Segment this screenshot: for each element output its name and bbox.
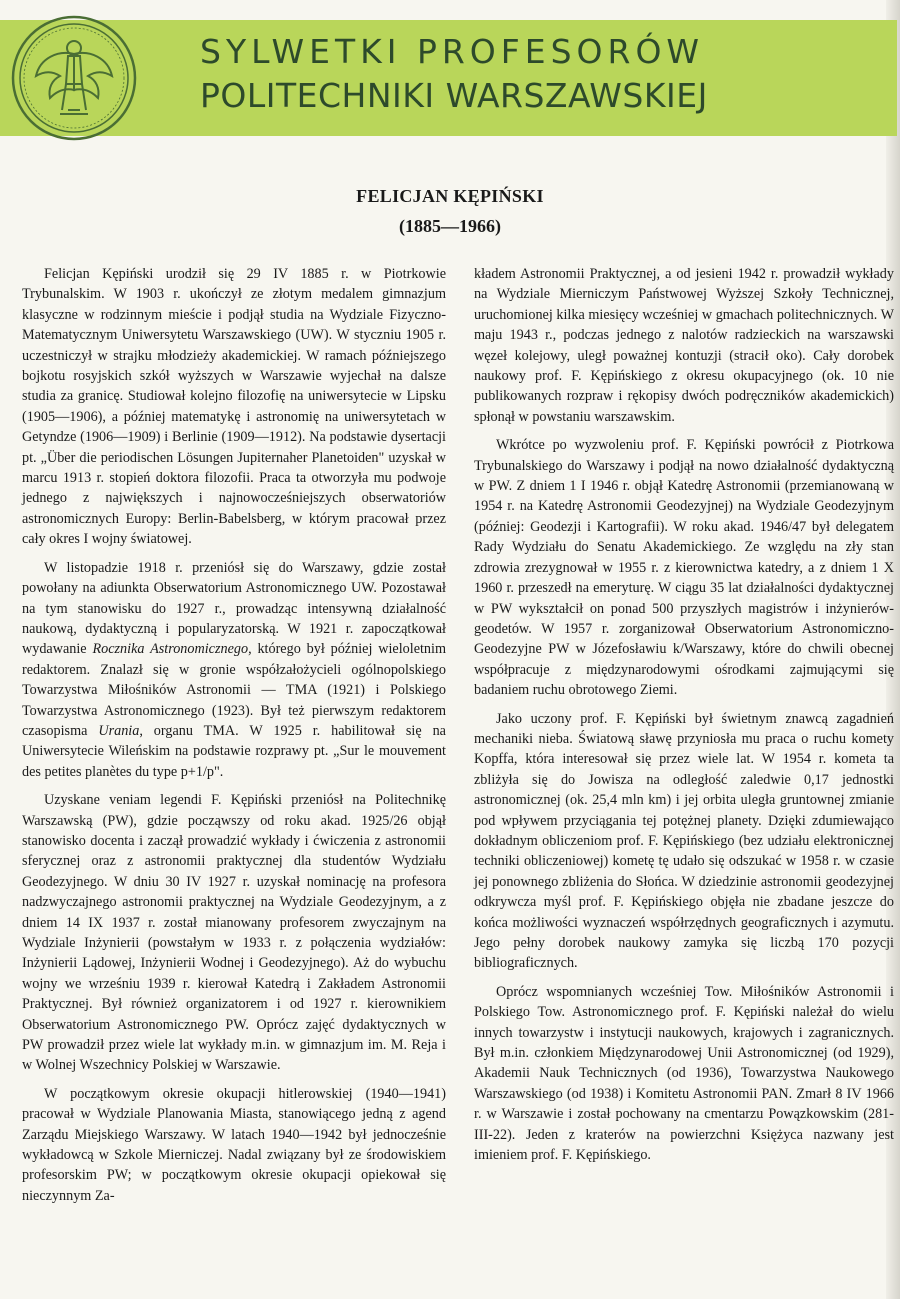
paragraph: W początkowym okresie okupacji hitlerowskiej (1940—1941) pracował w Wydziale Planowania Miasta, stanowiącego jedną z agend Zarządu Miejskiego Warszawy. W latach 1940—1942 był jednocześnie wykładowcą w Szkole Mierniczej. Nadal związany był ze środowiskiem profesorskim PW; w początkowym okresie okupacji opiekował się nieczynnym Za-	[22, 1085, 446, 1204]
header-title-line2: POLITECHNIKI WARSZAWSKIEJ	[200, 76, 708, 115]
paragraph: Felicjan Kępiński urodził się 29 IV 1885 r. w Piotrkowie Trybunalskim. W 1903 r. ukończył ze złotym medalem gimnazjum klasyczne w rodzinnym mieście i podjął studia na Wydziale Fizyczno-Matematycznym Uniwersytetu Warszawskiego (UW). W styczniu 1905 r. uczestniczył w strajku młodzieży akademickiej. W ramach późniejszego bojkotu rosyjskich szkół wyższych w Warszawie wyjechał na dalsze studia za granicę. Studiował kolejno filozofię na uniwersytecie w Lipsku (1905—1906), a później matematykę i astronomię na uniwersytetach w Getyndze (1906—1909) i Berlinie (1909—1912). Na podstawie dysertacji pt. „Über die periodischen Lösungen Jupiternaher Planetoiden" uzyskał w marcu 1913 r. stopień doktora filozofii. Praca ta otworzyła mu podwoje jednego z największych i najnowocześniejszych obserwatoriów astronomicznych Europy: Berlin-Babelsberg, w którym pracował przez cały okres I wojny światowej.	[22, 266, 446, 548]
article-dates: (1885—1966)	[399, 216, 501, 236]
paragraph: Uzyskane veniam legendi F. Kępiński przeniósł na Politechnikę Warszawską (PW), gdzie począwszy od roku akad. 1925/26 objął stanowisko docenta i zaczął prowadzić wykłady i ćwiczenia z astronomii sferycznej oraz z astronomii praktycznej dla studentów Wydziału Geodezyjnego. W dniu 30 IV 1927 r. uzyskał nominację na profesora nadzwyczajnego astronomii praktycznej na Wydziale Geodezyjnym, a z dniem 14 IX 1937 r. został mianowany profesorem zwyczajnym na Wydziale Inżynierii (powstałym w 1933 r. z połączenia wydziałów: Inżynierii Lądowej, Inżynierii Wodnej i Geodezyjnego). Aż do wybuchu wojny we wrześniu 1939 r. kierował Katedrą i Zakładem Astronomii Praktycznej. Był również organizatorem i od 1927 r. kierownikiem Obserwatorium Astronomicznego PW. Oprócz zajęć dydaktycznych w PW prowadził przez wiele lat wykłady m.in. w gimnazjum im. M. Reja i w Wolnej Wszechnicy Polskiej w Warszawie.	[22, 792, 446, 1074]
paragraph: kładem Astronomii Praktycznej, a od jesieni 1942 r. prowadził wykłady na Wydziale Mierniczym Państwowej Wyższej Szkoły Technicznej, uruchomionej kilka miesięcy wcześniej w gmachach politechnicznych. W maju 1943 r., podczas jednego z nalotów radzieckich na warszawski węzeł kolejowy, uległ poważnej kontuzji (stracił oko). Cały dorobek naukowy prof. F. Kępińskiego z okresu okupacyjnego (ok. 10 nie publikowanych rozpraw i rękopisy dwóch podręczników akademickich) spłonął w powstaniu warszawskim.	[474, 266, 894, 425]
paragraph-text: , organu TMA. W 1925 r. habilitował się na Uniwersytecie Wileńskim na podstawie rozprawy pt. „Sur le mouvement des petites planètes du type p+1/p".	[22, 722, 446, 780]
right-column	[474, 264, 894, 1173]
paragraph: Wkrótce po wyzwoleniu prof. F. Kępiński powrócił z Piotrkowa Trybunalskiego do Warszawy i podjął na nowo działalność dydaktyczną w PW. Z dniem 1 I 1946 r. objął Katedrę Astronomii (przemianowaną w 1954 r. na Katedrę Astronomii Geodezyjnej) na Wydziale Geodezyjnym (później: Geodezji i Kartografii). W roku akad. 1946/47 był delegatem Rady Wydziału do Senatu Akademickiego. Ze względu na zły stan zdrowia zrezygnował w 1955 r. z kierownictwa katedry, a z dniem 1 X 1960 r. przeszedł na emeryturę. W ciągu 35 lat działalności dydaktycznej w PW wykształcił on ponad 500 przyszłych magistrów i inżynierów-geodetów. W 1957 r. zorganizował Obserwatorium Astronomiczno-Geodezyjne PW w Józefosławiu k/Warszawy, które do chwili obecnej współpracuje z międzynarodowymi ośrodkami zajmującymi się badaniem ruchu obrotowego Ziemi.	[474, 437, 894, 699]
politechnika-warszawska-seal-icon	[10, 14, 138, 142]
article-title: FELICJAN KĘPIŃSKI	[356, 186, 544, 206]
left-column	[22, 264, 446, 1214]
paragraph	[22, 558, 446, 782]
paragraph: Oprócz wspomnianych wcześniej Tow. Miłośników Astronomii i Polskiego Tow. Astronomicznego prof. F. Kępiński należał do wielu innych towarzystw i instytucji naukowych, krajowych i zagranicznych. Był m.in. członkiem Międzynarodowej Unii Astronomicznej (od 1929), Akademii Nauk Technicznych (od 1936), Towarzystwa Naukowego Warszawskiego (od 1938) i Komitetu Astronomii PAN. Zmarł 8 IV 1966 r. w Warszawie i został pochowany na cmentarzu Powązkowskim (281-III-22). Jeden z kraterów na powierzchni Księżyca nazwany jest imieniem prof. F. Kępińskiego.	[474, 983, 894, 1164]
journal-title: Rocznika Astronomicznego	[92, 641, 249, 658]
paragraph-text: , którego był później wieloletnim redaktorem. Znalazł się w gronie współzałożycieli ogólnopolskiego Towarzystwa Miłośników Astronomii — TMA (1921) i Polskiego Towarzystwa Astronomicznego (1923). Był też pierwszym redaktorem czasopisma	[22, 641, 447, 739]
header-title-line1: SYLWETKI PROFESORÓW	[200, 32, 705, 71]
header-title	[200, 30, 708, 118]
journal-title: Urania	[98, 722, 140, 739]
paragraph-text: W listopadzie 1918 r. przeniósł się do Warszawy, gdzie został powołany na adiunkta Obserwatorium Astronomicznego UW. Pozostawał na tym stanowisku do 1927 r., prowadząc intensywną działalność naukową, dydaktyczną i popularyzatorską. W 1921 r. zapoczątkował wydawanie	[22, 559, 446, 658]
paragraph: Jako uczony prof. F. Kępiński był świetnym znawcą zagadnień mechaniki nieba. Światową sławę przyniosła mu praca o ruchu komety Kopffa, która interesował się przez wiele lat. W 1954 r. kometa ta zbliżyła się do Jowisza na odległość zaledwie 0,17 jednostki astronomicznej (ok. 25,4 mln km) i jej orbita uległa gruntownej zmianie pod wpływem przyciągania tej potężnej planety. Dzięki zdumiewająco dokładnym obliczeniom prof. F. Kępińskiego (bez udziału elektronicznej techniki obliczeniowej) kometę tę udało się odszukać w 1958 r. w czasie jej ponownego zbliżenia do Słońca. W dziedzinie astronomii geodezyjnej odkrywcza myśl prof. F. Kępińskiego objęła nie zbadane jeszcze do końca możliwości wyznaczeń współrzędnych geograficznych i azymutu. Jego pełny dorobek naukowy zamyka się liczbą 170 pozycji bibliograficznych.	[474, 710, 894, 972]
